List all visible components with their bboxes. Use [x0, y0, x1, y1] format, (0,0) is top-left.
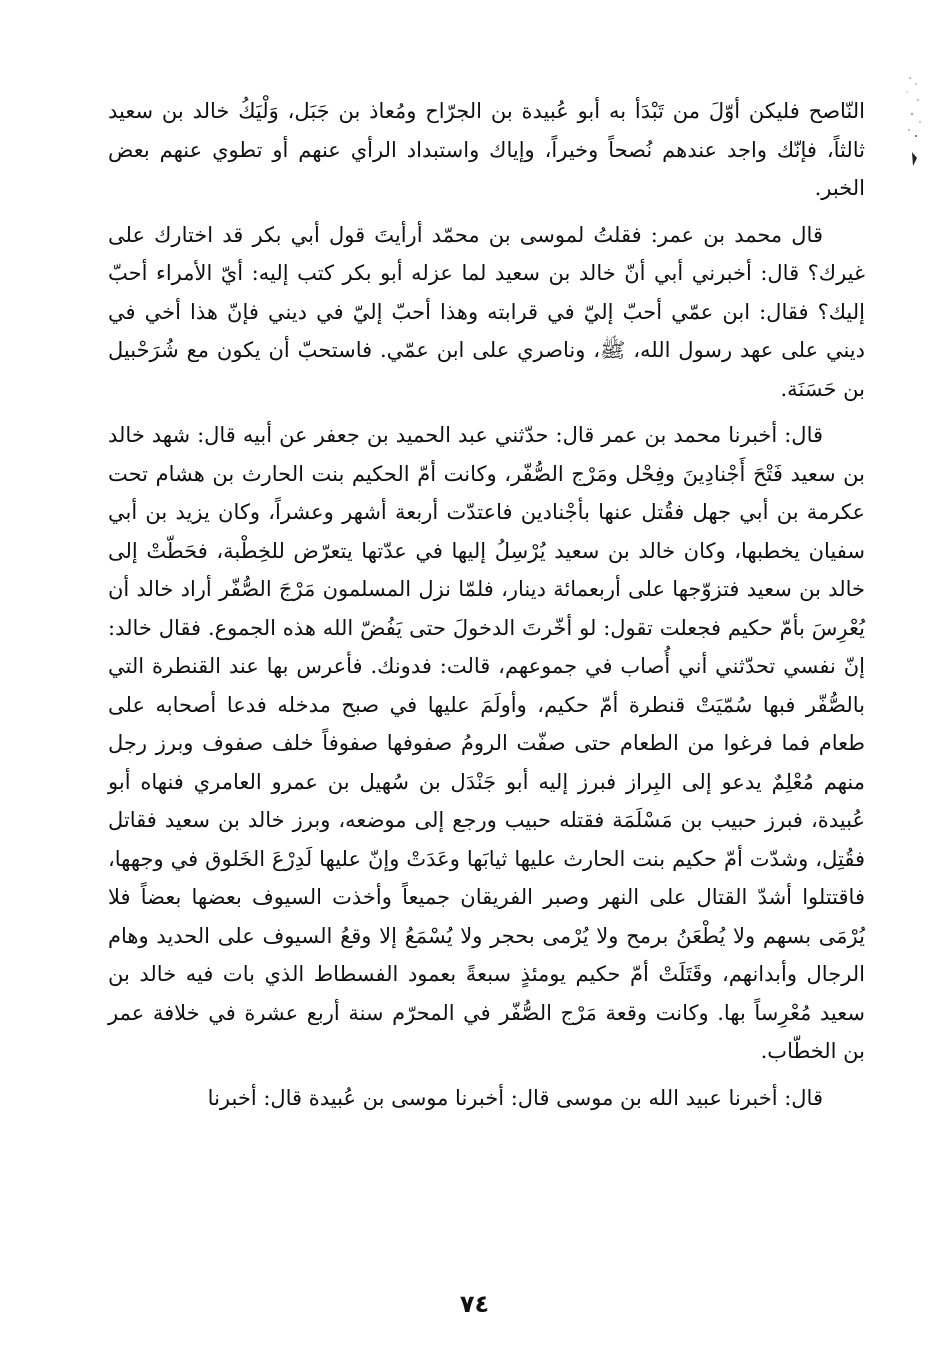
margin-specks-icon: [898, 70, 928, 180]
paragraph-1: النّاصح فليكن أوّلَ من تَبْدَأ به أبو عُبيدة بن الجرّاح ومُعاذ بن جَبَل، وَلْيَكُ خالد بن سعيد ثالثاً، فإنّك واجد عندهم نُصحاً وخيراً، وإياك واستبداد الرأي عنهم أو تطوي عنهم بعض الخبر.: [108, 99, 865, 200]
paragraph-2: قال محمد بن عمر: فقلتُ لموسى بن محمّد أرأيتَ قول أبي بكر قد اختارك على غيرك؟ قال: أخبرني أبي أنّ خالد بن سعيد لما عزله أبو بكر كتب إليه: أيّ الأمراء أحبّ إليك؟ فقال: ابن عمّي أحبّ إليّ في قرابته وهذا أحبّ إليّ في ديني فإنّ هذا أخي في ديني على عهد رسول الله، ﷺ، وناصري على ابن عمّي. فاستحبّ أن يكون مع شُرَحْبيل بن حَسَنَة.: [108, 222, 865, 401]
paragraph-3: قال: أخبرنا محمد بن عمر قال: حدّثني عبد الحميد بن جعفر عن أبيه قال: شهد خالد بن سعيد فَتْحَ أَجْنادِينَ وفِحْل ومَرْج الصُّفّر، وكانت أمّ الحكيم بنت الحارث بن هشام تحت عكرمة بن أبي جهل فقُتل عنها بأجْنادين فاعتدّت أربعة أشهر وعشراً، وكان يزيد بن أبي سفيان يخطبها، وكان خالد بن سعيد يُرْسِلُ إليها في عدّتها يتعرّض للخِطْبة، فحَطّتْ إلى خالد بن سعيد فتزوّجها على أربعمائة دينار، فلمّا نزل المسلمون مَرْجَ الصُّفّر أراد خالد أن يُعْرِسَ بأمّ حكيم فجعلت تقول: لو أخّرتَ الدخولَ حتى يَفُضّ الله هذه الجموع. فقال خالد: إنّ نفسي تحدّثني أني أُصاب في جموعهم، قالت: فدونك. فأعرس بها عند القنطرة التي بالصُّفّر فبها سُمّيَتْ قنطرة أمّ حكيم، وأولَمَ عليها في صبح مدخله فدعا أصحابه على طعام فما فرغوا من الطعام حتى صفّت الرومُ صفوفها صفوفاً خلف صفوف وبرز رجل منهم مُعْلِمٌ يدعو إلى البِراز فبرز إليه أبو جَنْدَل بن سُهيل بن عمرو العامري فنهاه أبو عُبيدة، فبرز حبيب بن مَسْلَمَة فقتله حبيب ورجع إلى موضعه، وبرز خالد بن سعيد فقاتل فقُتِل، وشدّت أمّ حكيم بنت الحارث عليها ثيابَها وعَدَتْ وإنّ عليها لَدِرْعَ الخَلوق في وجهها، فاقتتلوا أشدّ القتال على النهر وصبر الفريقان جميعاً وأخذت السيوف بعضها بعضاً فلا يُرْمَى بسهم ولا يُطْعَنُ برمح ولا يُرْمى بحجر ولا يُسْمَعُ إلا وقعُ السيوف على الحديد وهام الرجال وأبدانهم، وقَتَلَتْ أمّ حكيم يومئذٍ سبعةً بعمود الفسطاط الذي بات فيه خالد بن سعيد مُعْرِساً بها. وكانت وقعة مَرْج الصُّفّر في المحرّم سنة أربع عشرة في خلافة عمر بن الخطّاب.: [108, 423, 865, 1063]
page-number: ٧٤: [459, 1290, 490, 1318]
main-text: [108, 92, 865, 1125]
paragraph-4: قال: أخبرنا عبيد الله بن موسى قال: أخبرنا موسى بن عُبيدة قال: أخبرنا: [207, 1085, 823, 1110]
